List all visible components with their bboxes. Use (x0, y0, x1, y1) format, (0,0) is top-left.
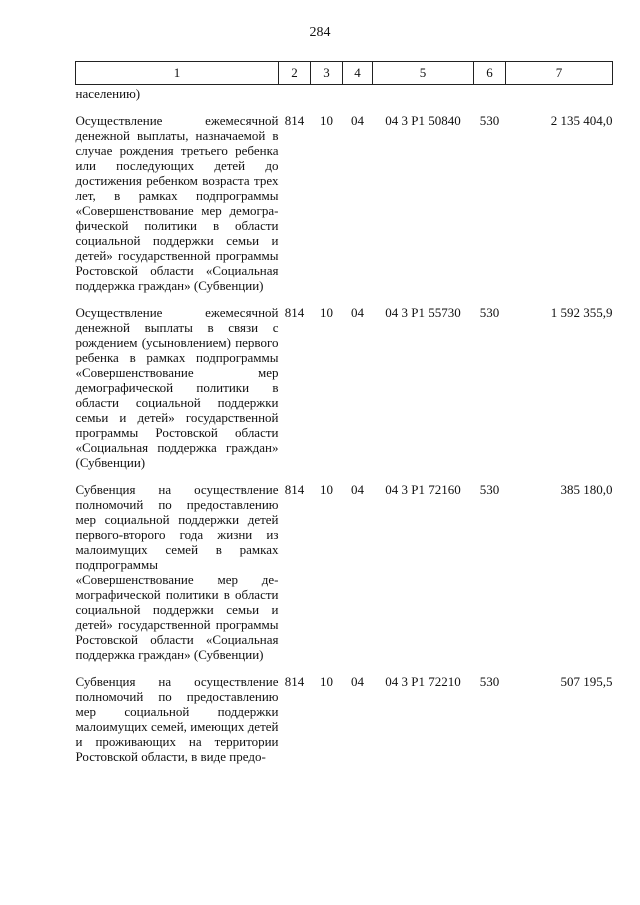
row-ministry-code: 814 (284, 305, 305, 320)
row-ministry-code: 814 (284, 482, 305, 497)
page-number: 284 (309, 25, 331, 40)
row-target-code: 04 3 P1 72210 (385, 674, 461, 689)
column-header-3: 3 (311, 62, 343, 85)
row-expense-type-code: 530 (479, 113, 500, 128)
row-amount: 507 195,5 (560, 674, 613, 689)
column-header-4: 4 (343, 62, 373, 85)
budget-table (75, 61, 613, 764)
row-description: Субвенция на осуществление полномочий по предоставлению мер социальной поддержки малоимущих семей, имеющих детей и проживающих на территории Ростовской области, в виде предо- (75, 674, 279, 764)
row-subsection-code: 04 (351, 305, 364, 320)
row-section-code: 10 (320, 482, 333, 497)
row-subsection-code: 04 (351, 674, 364, 689)
table-row (76, 113, 613, 293)
row-amount: 1 592 355,9 (550, 305, 613, 320)
row-amount: 2 135 404,0 (550, 113, 613, 128)
row-ministry-code: 814 (284, 113, 305, 128)
column-number-header-row (76, 62, 613, 85)
table-row (76, 482, 613, 662)
row-description: Осуществление ежемесячной денежной выплаты в связи с рождением (усыновлением) первого ребенка в рамках подпрограммы «Совершенствование мер демографической политики в области социальной поддержки семьи и детей» государственной программы Ростовской области «Социальная поддержка граждан» (Субвенции) (75, 305, 279, 470)
row-target-code: 04 3 P1 72160 (385, 482, 461, 497)
row-target-code: 04 3 P1 55730 (385, 305, 461, 320)
row-subsection-code: 04 (351, 113, 364, 128)
row-description: Осуществление ежемесячной денежной выплаты, назначаемой в случае рождения третьего ребенка или последующих детей до достижения ребенком возраста трех лет, в рамках подпрограммы «Совершенствование мер демографической политики в области социальной поддержки семьи и детей» государственной программы Ростовской области «Социальная поддержка граждан» (Субвенции) (75, 113, 279, 293)
table-row (76, 674, 613, 764)
row-amount: 385 180,0 (560, 482, 613, 497)
column-header-7: 7 (506, 62, 613, 85)
row-expense-type-code: 530 (479, 674, 500, 689)
row-section-code: 10 (320, 305, 333, 320)
row-target-code: 04 3 P1 50840 (385, 113, 461, 128)
continuation-row (76, 85, 613, 102)
row-section-code: 10 (320, 674, 333, 689)
column-header-1: 1 (76, 62, 279, 85)
column-header-2: 2 (279, 62, 311, 85)
row-section-code: 10 (320, 113, 333, 128)
row-expense-type-code: 530 (479, 305, 500, 320)
column-header-5: 5 (373, 62, 474, 85)
row-subsection-code: 04 (351, 482, 364, 497)
column-header-6: 6 (474, 62, 506, 85)
row-expense-type-code: 530 (479, 482, 500, 497)
row-description: Субвенция на осуществление полномочий по предоставлению мер социальной поддержки детей первого-второго года жизни из малоимущих семей в рамках подпрограммы «Совершенствование мер демографической политики в области социальной поддержки семьи и детей» государственной программы Ростовской области «Социальная поддержка граждан» (Субвенции) (75, 482, 279, 662)
table-row (76, 305, 613, 470)
continuation-text: населению) (75, 86, 141, 101)
row-ministry-code: 814 (284, 674, 305, 689)
